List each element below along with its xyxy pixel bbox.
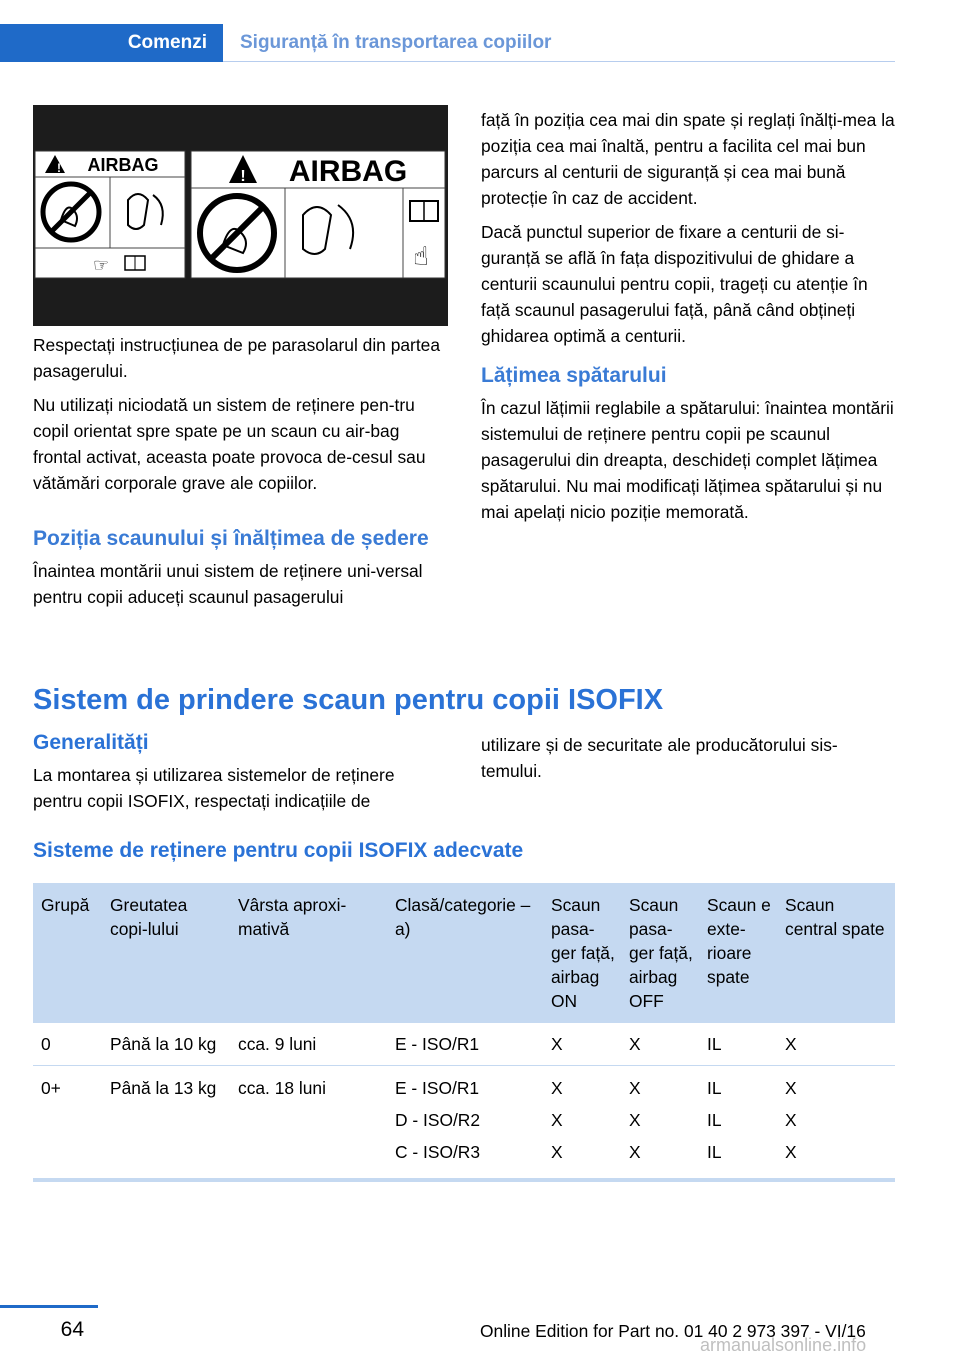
table-heading: Sisteme de reținere pentru copii ISOFIX adecvate [33, 839, 524, 862]
table-row [33, 1066, 895, 1181]
table-cell: cca. 9 luni [230, 1023, 387, 1066]
right-column [481, 107, 896, 533]
page-header [0, 24, 960, 62]
table-cell [777, 1066, 895, 1181]
svg-text:!: ! [57, 161, 61, 175]
svg-text:☞: ☞ [93, 255, 110, 276]
section-heading: Lățimea spătarului [481, 364, 667, 387]
table-cell [543, 1066, 621, 1181]
cell-line: IL [707, 1142, 722, 1162]
cell-line: E - ISO/R1 [395, 1078, 480, 1098]
paragraph: La montarea și utilizarea sistemelor de reținere pentru copii ISOFIX, respectați indicațiile de [33, 765, 395, 811]
table-cell: Până la 10 kg [102, 1023, 230, 1066]
cell-line: IL [707, 1110, 722, 1130]
column-header: Scaun pasa‐ ger față, airbag ON [543, 883, 621, 1023]
cell-line: X [629, 1110, 641, 1130]
paragraph: În cazul lățimii reglabile a spătarului: înaintea montării sistemului de reținere pentru copii pe scaunul pasagerului din dreapta, deschideți complet lățimea spătarului. Nu mai modificați lățimea spătarului și nu mai apelați nicio poziție memorată. [481, 398, 894, 522]
column-header: Clasă/categorie – a) [387, 883, 543, 1023]
column-header: Grupă [33, 883, 102, 1023]
header-rule [223, 61, 895, 62]
sub-heading: Generalități [33, 731, 149, 754]
table-cell [621, 1066, 699, 1181]
svg-text:AIRBAG: AIRBAG [288, 155, 408, 188]
pointing-hand-icon: ☝ [413, 242, 429, 272]
paragraph: Înaintea montării unui sistem de reținere uni‐versal pentru copii aduceți scaunul pasagerului [33, 561, 423, 607]
table-cell: 0+ [33, 1066, 102, 1181]
cell-line: X [551, 1078, 563, 1098]
table-cell: 0 [33, 1023, 102, 1066]
chapter-title[interactable]: Siguranță în transportarea copiilor [240, 32, 552, 53]
airbag-warning-label-image [33, 105, 448, 326]
main-heading: Sistem de prindere scaun pentru copii ISOFIX [33, 684, 664, 716]
svg-text:!: ! [240, 168, 246, 185]
table-cell: X [543, 1023, 621, 1066]
column-header: Scaun pasa‐ ger față, airbag OFF [621, 883, 699, 1023]
table-cell: cca. 18 luni [230, 1066, 387, 1181]
cell-line: IL [707, 1078, 722, 1098]
paragraph: față în poziția cea mai din spate și reglați înălți‐mea la poziția cea mai înaltă, pentru a facilita cel mai bun parcurs al centurii de siguranță și cea mai bună protecție în caz de accident. [481, 110, 895, 208]
page-number: 64 [60, 1318, 84, 1341]
cell-line: X [785, 1110, 797, 1130]
cell-line: X [551, 1142, 563, 1162]
cell-line: X [551, 1110, 563, 1130]
table-cell [387, 1066, 543, 1181]
column-header: Scaun e exte‐ rioare spate [699, 883, 777, 1023]
cell-line: X [629, 1142, 641, 1162]
paragraph: Nu utilizați niciodată un sistem de reținere pen‐tru copil orientat spre spate pe un scaun cu air‐bag frontal activat, aceasta poate provoca de‐cesul sau vătămări corporale grave ale copiilor. [33, 395, 426, 493]
paragraph: Dacă punctul superior de fixare a centurii de si‐guranță se află în fața dispozitivului de ghidare a centurii scaunului pentru copii, trageți cu atenție în față scaunul pasagerului față, până când obțineți ghidarea optimă a centurii. [481, 222, 868, 346]
left-column [33, 332, 448, 618]
cell-line: D - ISO/R2 [395, 1110, 481, 1130]
cell-line: X [785, 1078, 797, 1098]
paragraph: utilizare și de securitate ale producătorului sis‐temului. [481, 735, 838, 781]
table-cell: X [621, 1023, 699, 1066]
section-heading: Poziția scaunului și înălțimea de ședere [33, 527, 429, 550]
table-cell: E - ISO/R1 [387, 1023, 543, 1066]
column-header: Scaun central spate [777, 883, 895, 1023]
watermark: armanualsonline.info [700, 1335, 867, 1355]
small-airbag-label [35, 151, 185, 278]
table-row [33, 1023, 895, 1066]
cell-line: X [785, 1142, 797, 1162]
table-cell: Până la 13 kg [102, 1066, 230, 1181]
table-header-row [33, 883, 895, 1023]
cell-line: X [629, 1078, 641, 1098]
section-tab[interactable]: Comenzi [127, 32, 207, 53]
column-header: Vârsta aproxi‐mativă [230, 883, 387, 1023]
table-cell: X [777, 1023, 895, 1066]
column-header: Greutatea copi‐lului [102, 883, 230, 1023]
isofix-table [33, 883, 895, 1182]
table-cell [699, 1066, 777, 1181]
edition-note: Online Edition for Part no. 01 40 2 973 397 - VI/16 [480, 1321, 866, 1341]
large-airbag-label [191, 151, 445, 278]
svg-text:AIRBAG: AIRBAG [87, 155, 159, 175]
footer-accent-bar [0, 1305, 98, 1308]
table-cell: IL [699, 1023, 777, 1066]
paragraph: Respectați instrucțiunea de pe parasolarul din partea pasagerului. [33, 335, 440, 381]
cell-line: C - ISO/R3 [395, 1142, 481, 1162]
